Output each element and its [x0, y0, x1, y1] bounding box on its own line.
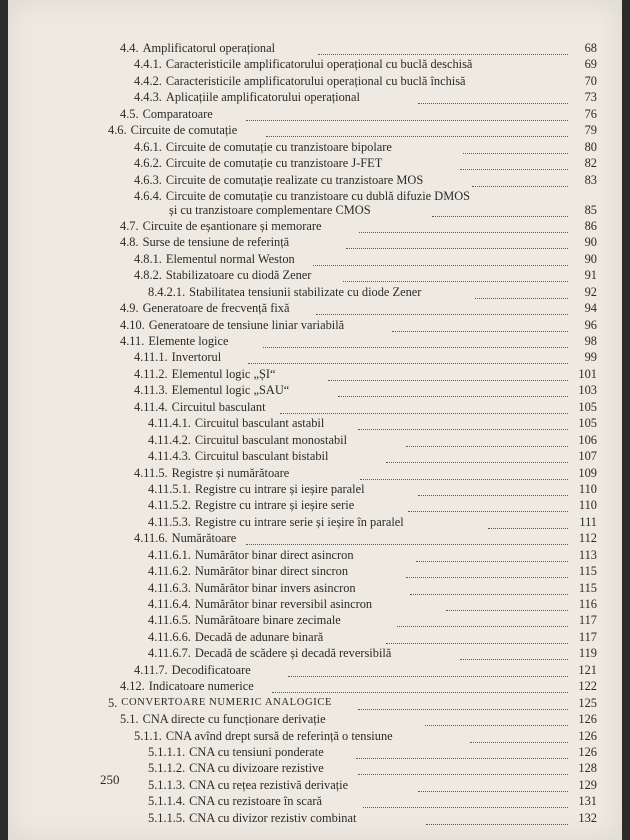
dot-leader [360, 469, 568, 480]
toc-entry-title: Circuitul basculant monostabil [194, 432, 348, 447]
toc-entry-title: Surse de tensiune de referință [142, 235, 290, 250]
section-number: 4.11.2. [134, 366, 168, 381]
toc-entry [8, 251, 622, 267]
toc-page-number: 116 [578, 597, 597, 611]
toc-entry [8, 139, 622, 155]
toc-entry-title: Decodificatoare [171, 662, 251, 677]
toc-entry-title: Circuite de comutație realizate cu tranzistoare MOS [165, 172, 424, 187]
toc-page-number: 73 [584, 90, 597, 105]
book-page [8, 0, 622, 840]
section-number: 5.1.1.1. [148, 744, 186, 759]
toc-entry-title: CNA avînd drept sursă de referință o tensiune [165, 728, 393, 743]
dot-leader [392, 321, 568, 332]
toc-page-number: 101 [578, 366, 597, 381]
toc-entry-title: Registre și numărătoare [171, 465, 290, 480]
section-number: 5. [108, 695, 118, 710]
toc-entry-title-continued: și cu tranzistoare complementare CMOS [169, 202, 371, 217]
section-number: 5.1.1.3. [148, 777, 186, 792]
dot-leader [363, 797, 568, 808]
toc-page-number: 128 [578, 761, 597, 776]
toc-entry [8, 645, 622, 661]
toc-entry-title: Numărătoare binare zecimale [194, 613, 341, 628]
toc-entry [8, 497, 622, 513]
toc-entry-title: Circuitul basculant [171, 399, 266, 414]
toc-entry-title: Circuite de comutație cu tranzistoare cu dublă difuzie DMOS [165, 188, 471, 203]
toc-entry-title: Comparatoare [142, 106, 213, 121]
toc-entry [8, 514, 622, 530]
toc-entry [8, 793, 622, 809]
dot-leader [313, 255, 568, 266]
section-number: 5.1.1. [134, 728, 162, 743]
toc-entry [8, 382, 622, 398]
dot-leader [488, 518, 568, 529]
dot-leader [418, 781, 568, 792]
toc-entry-title: Decadă de scădere și decadă reversibilă [194, 646, 392, 661]
dot-leader [406, 567, 568, 578]
dot-leader [472, 176, 568, 187]
toc-page-number: 117 [578, 613, 597, 628]
toc-entry [8, 333, 622, 349]
toc-entry [8, 465, 622, 481]
section-number: 4.6.4. [134, 188, 162, 203]
dot-leader [460, 649, 568, 660]
dot-leader [288, 666, 568, 677]
toc-entry-title: CNA cu rezistoare în scară [189, 794, 322, 809]
toc-entry [8, 448, 622, 464]
section-number: 5.1.1.4. [148, 794, 186, 809]
toc-page-number: 86 [584, 218, 597, 233]
toc-entry-title: Circuitul basculant astabil [194, 416, 325, 431]
dot-leader [406, 436, 568, 447]
dot-leader [358, 419, 568, 430]
toc-entry-title: Circuite de comutație cu tranzistoare J-FET [165, 156, 383, 171]
toc-page-number: 121 [578, 662, 597, 677]
section-number: 4.11.6.7. [148, 646, 191, 661]
toc-entry-title: CNA cu rețea rezistivă derivație [189, 777, 349, 792]
toc-entry [8, 580, 622, 596]
toc-page-number: 113 [578, 547, 597, 562]
section-number: 4.4.2. [134, 73, 162, 88]
section-number: 4.4. [120, 41, 139, 55]
toc-page-number: 105 [578, 416, 597, 431]
section-number: 4.11.5. [134, 465, 168, 480]
toc-entry-title: CNA cu divizoare rezistive [189, 761, 324, 776]
dot-leader [263, 337, 568, 348]
section-number: 4.8.2. [134, 268, 162, 283]
toc-entry-title: Stabilizatoare cu diodă Zener [165, 268, 312, 283]
dot-leader [386, 452, 568, 463]
toc-entry-title: Decadă de adunare binară [194, 629, 324, 644]
toc-entry-title: Circuite de eșantionare și memorare [142, 218, 322, 233]
toc-entry [8, 73, 622, 89]
toc-entry [8, 366, 622, 382]
section-number: 4.11.4.3. [148, 449, 191, 464]
toc-page-number: 106 [578, 432, 597, 447]
toc-entry [8, 662, 622, 678]
section-number: 4.11.6.6. [148, 629, 191, 644]
toc-entry [8, 218, 622, 234]
toc-entry-title: Aplicațiile amplificatorului operațional [165, 90, 360, 105]
toc-page-number: 105 [578, 399, 597, 414]
toc-page-number: 70 [584, 73, 597, 88]
toc-page-number: 125 [578, 695, 597, 710]
toc-page-number: 80 [584, 139, 597, 154]
page-number: 250 [100, 772, 120, 787]
section-number: 4.11.6.1. [148, 547, 191, 562]
toc-entry-title: Numărător binar direct sincron [194, 564, 349, 579]
section-number: 4.11.7. [134, 662, 168, 677]
toc-entry [8, 284, 622, 300]
toc-entry-title: Numărător binar invers asincron [194, 580, 356, 595]
toc-page-number: 126 [578, 744, 597, 759]
dot-leader [408, 501, 568, 512]
section-number: 5.1.1.2. [148, 761, 186, 776]
toc-entry [8, 234, 622, 250]
section-number: 4.12. [120, 679, 145, 694]
section-number: 4.11.6.2. [148, 564, 191, 579]
toc-page-number: 91 [584, 268, 597, 283]
dot-leader [397, 616, 568, 627]
section-number: 4.7. [120, 218, 139, 233]
toc-entry [8, 744, 622, 760]
toc-entry-title: Caracteristicile amplificatorului operațional cu buclă deschisă [165, 57, 473, 72]
toc-entry-title: Amplificatorul operațional [142, 41, 276, 55]
section-number: 4.10. [120, 317, 145, 332]
toc-page-number: 83 [584, 172, 597, 187]
toc-entry [8, 563, 622, 579]
toc-entry [8, 612, 622, 628]
section-number: 4.11.5.2. [148, 498, 191, 513]
toc-entry-title: Generatoare de tensiune liniar variabilă [148, 317, 345, 332]
toc-entry [8, 432, 622, 448]
dot-leader [359, 222, 568, 233]
toc-page-number: 131 [578, 794, 597, 809]
dot-leader [266, 126, 568, 137]
dot-leader [246, 534, 568, 545]
section-number: 4.11.6.5. [148, 613, 191, 628]
section-number: 5.1.1.5. [148, 810, 186, 825]
toc-entry-title: Numărătoare [171, 531, 237, 546]
toc-entry [8, 695, 622, 711]
section-number: 4.6.1. [134, 139, 162, 154]
toc-entry-title: CNA directe cu funcționare derivație [142, 712, 326, 727]
toc-page-number: 85 [584, 202, 597, 217]
toc-entry [8, 399, 622, 415]
toc-entry-title: Stabilitatea tensiunii stabilizate cu diode Zener [189, 284, 422, 299]
dot-leader [318, 44, 568, 55]
toc-entry-title: Elementul logic „SAU“ [171, 383, 290, 398]
dot-leader [432, 206, 568, 217]
section-number: 4.6.3. [134, 172, 162, 187]
toc-entry-title: Caracteristicile amplificatorului operațional cu buclă închisă [165, 73, 466, 88]
section-number: 4.11.4. [134, 399, 168, 414]
toc-page-number: 90 [584, 235, 597, 250]
toc-page-number: 79 [584, 123, 597, 138]
dot-leader [248, 353, 568, 364]
toc-entry-title: CNA cu divizor rezistiv combinat [189, 810, 357, 825]
dot-leader [358, 764, 568, 775]
toc-entry [8, 530, 622, 546]
dot-leader [272, 682, 568, 693]
toc-page-number: 98 [584, 334, 597, 348]
toc-entry [8, 481, 622, 497]
toc-page-number: 107 [578, 449, 597, 464]
section-number: 4.9. [120, 301, 139, 316]
toc-entry-title: Elemente logice [148, 334, 229, 348]
toc-entry-title: Invertorul [171, 350, 222, 365]
section-number: 4.8.1. [134, 251, 162, 266]
dot-leader [343, 271, 568, 282]
toc-entry-title: Registre cu intrare serie și ieșire în paralel [194, 514, 404, 529]
section-number: 5.1. [120, 712, 139, 727]
toc-entry-title: Indicatoare numerice [148, 679, 254, 694]
toc-page-number: 76 [584, 106, 597, 121]
dot-leader [446, 600, 568, 611]
toc-page-number: 126 [578, 712, 597, 727]
toc-entry-title: Registre cu intrare și ieșire paralel [194, 481, 365, 496]
dot-leader [425, 715, 568, 726]
toc-entry-title: Elementul normal Weston [165, 251, 295, 266]
dot-leader [346, 238, 568, 249]
toc-page-number: 126 [578, 728, 597, 743]
section-number: 4.11. [120, 334, 145, 348]
toc-page-number: 94 [584, 301, 597, 316]
toc-entry [8, 596, 622, 612]
dot-leader [463, 143, 568, 154]
section-number: 4.11.1. [134, 350, 168, 365]
toc-page-number: 96 [584, 317, 597, 332]
toc-page-number: 82 [584, 156, 597, 171]
toc-entry [8, 317, 622, 333]
section-number: 4.11.4.1. [148, 416, 191, 431]
table-of-contents [8, 40, 622, 826]
toc-page-number: 92 [584, 284, 597, 299]
toc-entry [8, 155, 622, 171]
section-number: 4.11.6. [134, 531, 168, 546]
toc-entry [8, 106, 622, 122]
toc-entry-title: Numărător binar reversibil asincron [194, 597, 373, 611]
dot-leader [316, 304, 568, 315]
section-number: 4.11.6.4. [148, 597, 191, 611]
toc-entry [8, 267, 622, 283]
toc-entry-title: Circuitul basculant bistabil [194, 449, 329, 464]
toc-page-number: 132 [578, 810, 597, 825]
dot-leader [358, 699, 568, 710]
toc-page-number: 117 [578, 629, 597, 644]
toc-entry [8, 122, 622, 138]
toc-entry [8, 678, 622, 694]
toc-page-number: 129 [578, 777, 597, 792]
toc-entry-title: Circuite de comutație cu tranzistoare bipolare [165, 139, 392, 154]
toc-page-number: 115 [578, 564, 597, 579]
section-number: 4.4.3. [134, 90, 162, 105]
toc-entry-title: CNA cu tensiuni ponderate [189, 744, 324, 759]
section-number: 4.11.6.3. [148, 580, 191, 595]
section-number: 4.8. [120, 235, 139, 250]
toc-page-number: 109 [578, 465, 597, 480]
dot-leader [356, 748, 568, 759]
dot-leader [418, 485, 568, 496]
toc-entry [8, 415, 622, 431]
toc-page-number: 99 [584, 350, 597, 365]
toc-entry [8, 810, 622, 826]
toc-entry [8, 89, 622, 105]
toc-entry-title: CONVERTOARE NUMERIC ANALOGICE [121, 696, 333, 708]
toc-entry-title: Numărător binar direct asincron [194, 547, 354, 562]
dot-leader [475, 288, 568, 299]
section-number: 4.5. [120, 106, 139, 121]
toc-page-number: 90 [584, 251, 597, 266]
toc-entry [8, 629, 622, 645]
toc-entry [8, 40, 622, 56]
toc-page-number: 103 [578, 383, 597, 398]
toc-page-number: 122 [578, 679, 597, 694]
dot-leader [418, 93, 568, 104]
section-number: 4.11.3. [134, 383, 168, 398]
dot-leader [410, 584, 568, 595]
toc-entry [8, 349, 622, 365]
toc-entry [8, 300, 622, 316]
dot-leader [338, 386, 568, 397]
dot-leader [328, 370, 568, 381]
toc-entry-title: Registre cu intrare și ieșire serie [194, 498, 355, 513]
toc-page-number: 112 [578, 531, 597, 546]
dot-leader [426, 814, 568, 825]
toc-page-number: 111 [579, 514, 597, 529]
toc-entry-title: Circuite de comutație [130, 123, 238, 138]
toc-entry-title: Elementul logic „ȘI“ [171, 366, 276, 381]
section-number: 4.6.2. [134, 156, 162, 171]
toc-entry [8, 547, 622, 563]
section-number: 4.4.1. [134, 57, 162, 72]
toc-page-number: 119 [578, 646, 597, 661]
section-number: 4.11.5.3. [148, 514, 191, 529]
dot-leader [460, 159, 568, 170]
section-number: 8.4.2.1. [148, 284, 186, 299]
dot-leader [246, 110, 568, 121]
toc-entry [8, 172, 622, 188]
dot-leader [386, 633, 568, 644]
toc-page-number: 110 [578, 481, 597, 496]
toc-entry [8, 711, 622, 727]
toc-entry [8, 728, 622, 744]
toc-entry-title: Generatoare de frecvență fixă [142, 301, 290, 316]
dot-leader [416, 551, 568, 562]
toc-page-number: 68 [584, 41, 597, 55]
toc-page-number: 115 [578, 580, 597, 595]
toc-entry [8, 56, 622, 72]
toc-page-number: 69 [584, 57, 597, 72]
toc-page-number: 110 [578, 498, 597, 513]
section-number: 4.11.5.1. [148, 481, 191, 496]
section-number: 4.6. [108, 123, 127, 138]
dot-leader [470, 732, 568, 743]
toc-entry [8, 188, 622, 218]
section-number: 4.11.4.2. [148, 432, 191, 447]
dot-leader [280, 403, 568, 414]
